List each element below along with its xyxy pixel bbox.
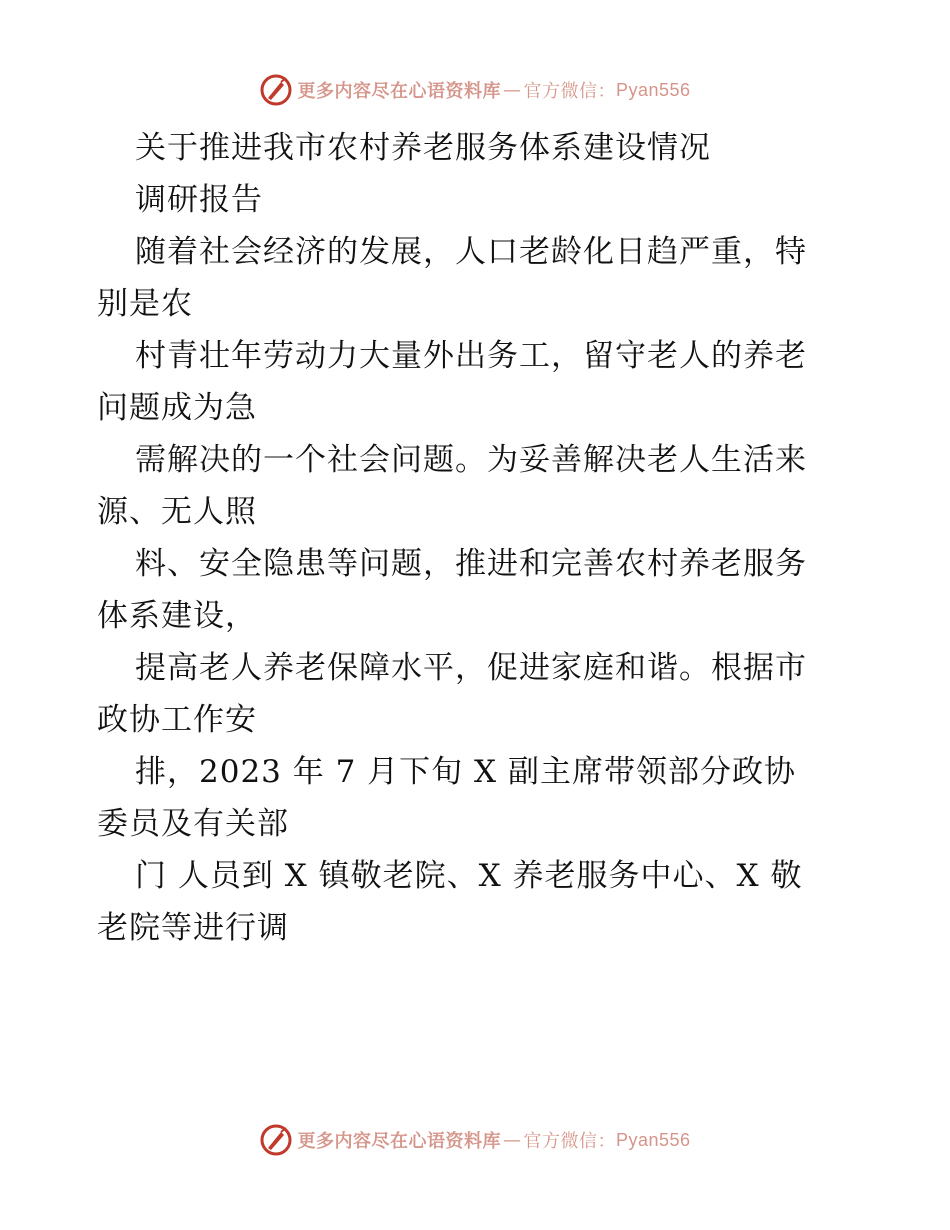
footer-watermark — [0, 1120, 950, 1160]
watermark-separator: — — [502, 1129, 522, 1151]
body-line: 村青壮年劳动力大量外出务工，留守老人的养老 — [135, 338, 807, 374]
quill-logo-icon — [259, 73, 293, 107]
watermark-text: 更多内容尽在心语资料库 — [297, 1131, 501, 1152]
document-subtitle: 调研报告 — [135, 182, 263, 218]
body-line: 需解决的一个社会问题。为妥善解决老人生活来 — [135, 442, 807, 478]
body-line-text: 随着社会经济的发展，人口老龄化日趋严重，特 — [135, 234, 807, 270]
quill-logo-icon — [259, 1123, 293, 1157]
body-line: 排，2023 年 7 月下旬 X 副主席带领部分政协 — [135, 754, 796, 790]
body-line — [97, 226, 857, 278]
body-line: 门 人员到 X 镇敬老院、X 养老服务中心、X 敬 — [135, 858, 803, 894]
watermark-contact-label: 官方微信： — [523, 81, 616, 102]
header-watermark — [0, 70, 950, 110]
body-line: 提高老人养老保障水平，促进家庭和谐。根据市 — [135, 650, 807, 686]
document-title: 关于推进我市农村养老服务体系建设情况 — [135, 130, 711, 166]
body-line: 老院等进行调 — [97, 910, 289, 946]
body-line: 委员及有关部 — [97, 806, 289, 842]
body-line: 体系建设， — [97, 598, 257, 634]
body-line: 政协工作安 — [97, 702, 257, 738]
body-line: 问题成为急 — [97, 390, 257, 426]
watermark-separator: — — [502, 79, 522, 101]
watermark-text: 更多内容尽在心语资料库 — [297, 81, 501, 102]
body-line: 料、安全隐患等问题，推进和完善农村养老服务 — [135, 546, 807, 582]
watermark-contact-id: Pyan556 — [615, 1129, 691, 1150]
document-body — [97, 122, 857, 954]
watermark-contact-id: Pyan556 — [615, 79, 691, 100]
body-line: 别是农 — [97, 286, 193, 322]
body-line: 源、无人照 — [97, 494, 257, 530]
watermark-contact-label: 官方微信： — [523, 1131, 616, 1152]
